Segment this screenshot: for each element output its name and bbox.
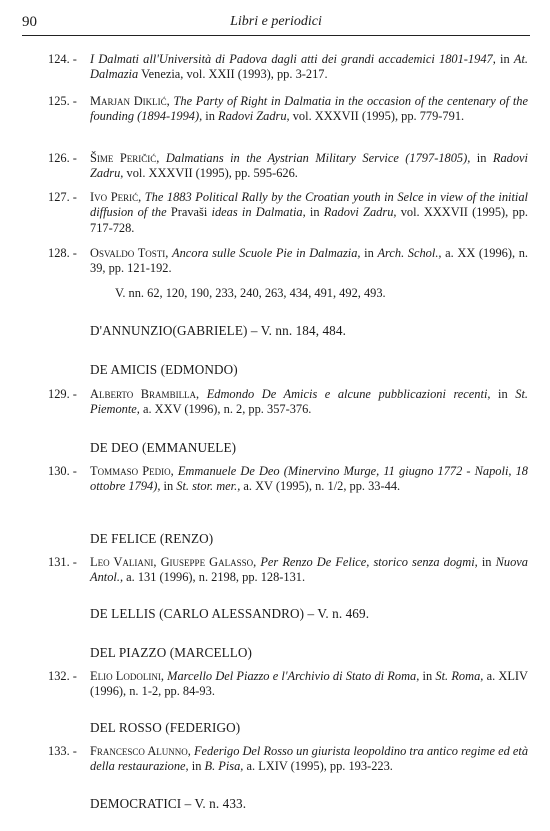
entry-number: 126. - [48,151,77,165]
entry-number: 127. - [48,190,77,204]
bib-entry-129 [48,387,528,418]
cross-reference: V. nn. 62, 120, 190, 233, 240, 263, 434, 491, 492, 493. [115,286,386,300]
bib-entry-127 [48,190,528,236]
bib-entry-130 [48,464,528,495]
entry-title: I Dalmati all'Università di Padova dagli atti dei grandi accademici 1801-1947, [90,52,496,66]
bib-entry-125 [48,94,528,125]
entry-venue: At. Dalmazia [90,52,528,82]
entry-venue: B. Pisa, [204,759,244,774]
running-header [22,14,530,36]
subject-heading: DE DEO (EMMANUELE) [90,440,237,455]
entry-title: Ancora sulle Scuole Pie in Dalmazia, [172,246,361,260]
bib-entry-124 [48,52,528,83]
bib-entry-128 [48,246,528,277]
entry-author: Leo Valiani, Giuseppe Galasso, [90,555,257,569]
bib-entry-126 [48,151,528,182]
entry-number: 131. - [48,555,77,569]
subject-heading: D'ANNUNZIO(GABRIELE) – V. nn. 184, 484. [90,323,346,338]
entry-author: Tommaso Pedio, [90,464,174,478]
entry-author: Šime Peričić, [90,151,160,165]
entry-text: Marjan Diklić, The Party of Right in Dalmatia in the occasion of the centenary of the founding (1894-1994), in Radovi Zadru, vol. XXXVII (1995), pp. 779-791. [90,94,528,124]
entry-author: Marjan Diklić, [90,94,170,108]
entry-title: Emmanuele De Deo (Minervino Murge, 11 giugno 1772 - Napoli, 18 ottobre 1794), [90,464,528,494]
entry-venue: Radovi Zadru, [218,109,290,124]
entry-text: Alberto Brambilla, Edmondo De Amicis e alcune pubblicazioni recenti, in St. Piemonte, a. XXV (1996), n. 2, pp. 357-376. [90,387,528,417]
entry-author: Elio Lodolini, [90,669,164,683]
entry-text: Francesco Alunno, Federigo Del Rosso un giurista leopoldino tra antico regime ed età della restaurazione, in B. Pisa, a. LXIV (1995), pp. 193-223. [90,744,529,774]
subject-heading: DE FELICE (RENZO) [90,531,214,546]
page-number: 90 [22,14,37,30]
entry-title: The 1883 Political Rally by the Croatian youth in Selce in view of the initial diffusion of the [90,190,528,220]
entry-text: Ivo Perić, The 1883 Political Rally by the Croatian youth in Selce in view of the initial diffusion of the Pravaši ideas in Dalmatia, in Radovi Zadru, vol. XXXVII (1995), pp. 717-728. [90,190,528,235]
entry-venue: St. Roma, [435,669,484,683]
bib-entry-133 [48,744,528,775]
entry-title: Marcello Del Piazzo e l'Archivio di Stato di Roma, [167,669,420,683]
subject-heading: DEL PIAZZO (MARCELLO) [90,645,253,660]
entry-text: Elio Lodolini, Marcello Del Piazzo e l'Archivio di Stato di Roma, in St. Roma, a. XLIV (1996), n. 1-2, pp. 84-93. [90,669,528,699]
entry-venue: Radovi Zadru, [323,205,397,220]
entry-venue: Radovi Zadru, [90,151,529,181]
entry-title: The Party of Right in Dalmatia in the occasion of the centenary of the founding (1894-1994), [90,94,528,124]
running-title: Libri e periodici [230,14,322,29]
entry-number: 124. - [48,52,77,66]
entry-author: Francesco Alunno, [90,744,191,758]
bib-entry-131 [48,555,528,586]
entry-text: Šime Peričić, Dalmatians in the Aystrian Military Service (1797-1805), in Radovi Zadru, vol. XXXVII (1995), pp. 595-626. [90,151,529,181]
entry-venue: St. stor. mer., [176,479,241,494]
entry-number: 128. - [48,246,77,260]
entry-title: Federigo Del Rosso un giurista leopoldino tra antico regime ed età della restaurazione, [90,744,529,774]
entry-number: 132. - [48,669,77,683]
subject-heading: DE AMICIS (EDMONDO) [90,362,238,377]
entry-text: Leo Valiani, Giuseppe Galasso, Per Renzo De Felice, storico senza dogmi, in Nuova Antol., a. 131 (1996), n. 2198, pp. 128-131. [90,555,528,585]
entry-text: Tommaso Pedio, Emmanuele De Deo (Minervino Murge, 11 giugno 1772 - Napoli, 18 ottobre 1794), in St. stor. mer., a. XV (1995), n. 1/2, pp. 33-44. [90,464,528,494]
entry-title: Per Renzo De Felice, storico senza dogmi, [260,555,478,569]
entry-venue: Arch. Schol., [377,246,442,260]
subject-heading: DE LELLIS (CARLO ALESSANDRO) – V. n. 469. [90,606,370,621]
entry-number: 129. - [48,387,77,401]
entry-venue: Nuova Antol., [90,555,528,585]
entry-author: Alberto Brambilla, [90,387,200,401]
entry-text: Osvaldo Tosti, Ancora sulle Scuole Pie in Dalmazia, in Arch. Schol., a. XX (1996), n. 39, pp. 121-192. [90,246,528,276]
entry-number: 125. - [48,94,77,108]
subject-heading: DEL ROSSO (FEDERIGO) [90,720,241,735]
subject-heading: DEMOCRATICI – V. n. 433. [90,796,247,811]
entry-number: 130. - [48,464,77,478]
entry-text: I Dalmati all'Università di Padova dagli atti dei grandi accademici 1801-1947, in At. Dalmazia Venezia, vol. XXII (1993), pp. 3-217. [90,52,528,82]
entry-author: Ivo Perić, [90,190,142,204]
entry-venue: St. Piemonte, [90,387,528,417]
entry-title: Edmondo De Amicis e alcune pubblicazioni recenti, [206,387,491,401]
bib-entry-132 [48,669,528,700]
entry-number: 133. - [48,744,77,758]
header-rule [22,35,530,36]
entry-title: Dalmatians in the Aystrian Military Service (1797-1805), [165,151,471,165]
entry-author: Osvaldo Tosti, [90,246,169,260]
